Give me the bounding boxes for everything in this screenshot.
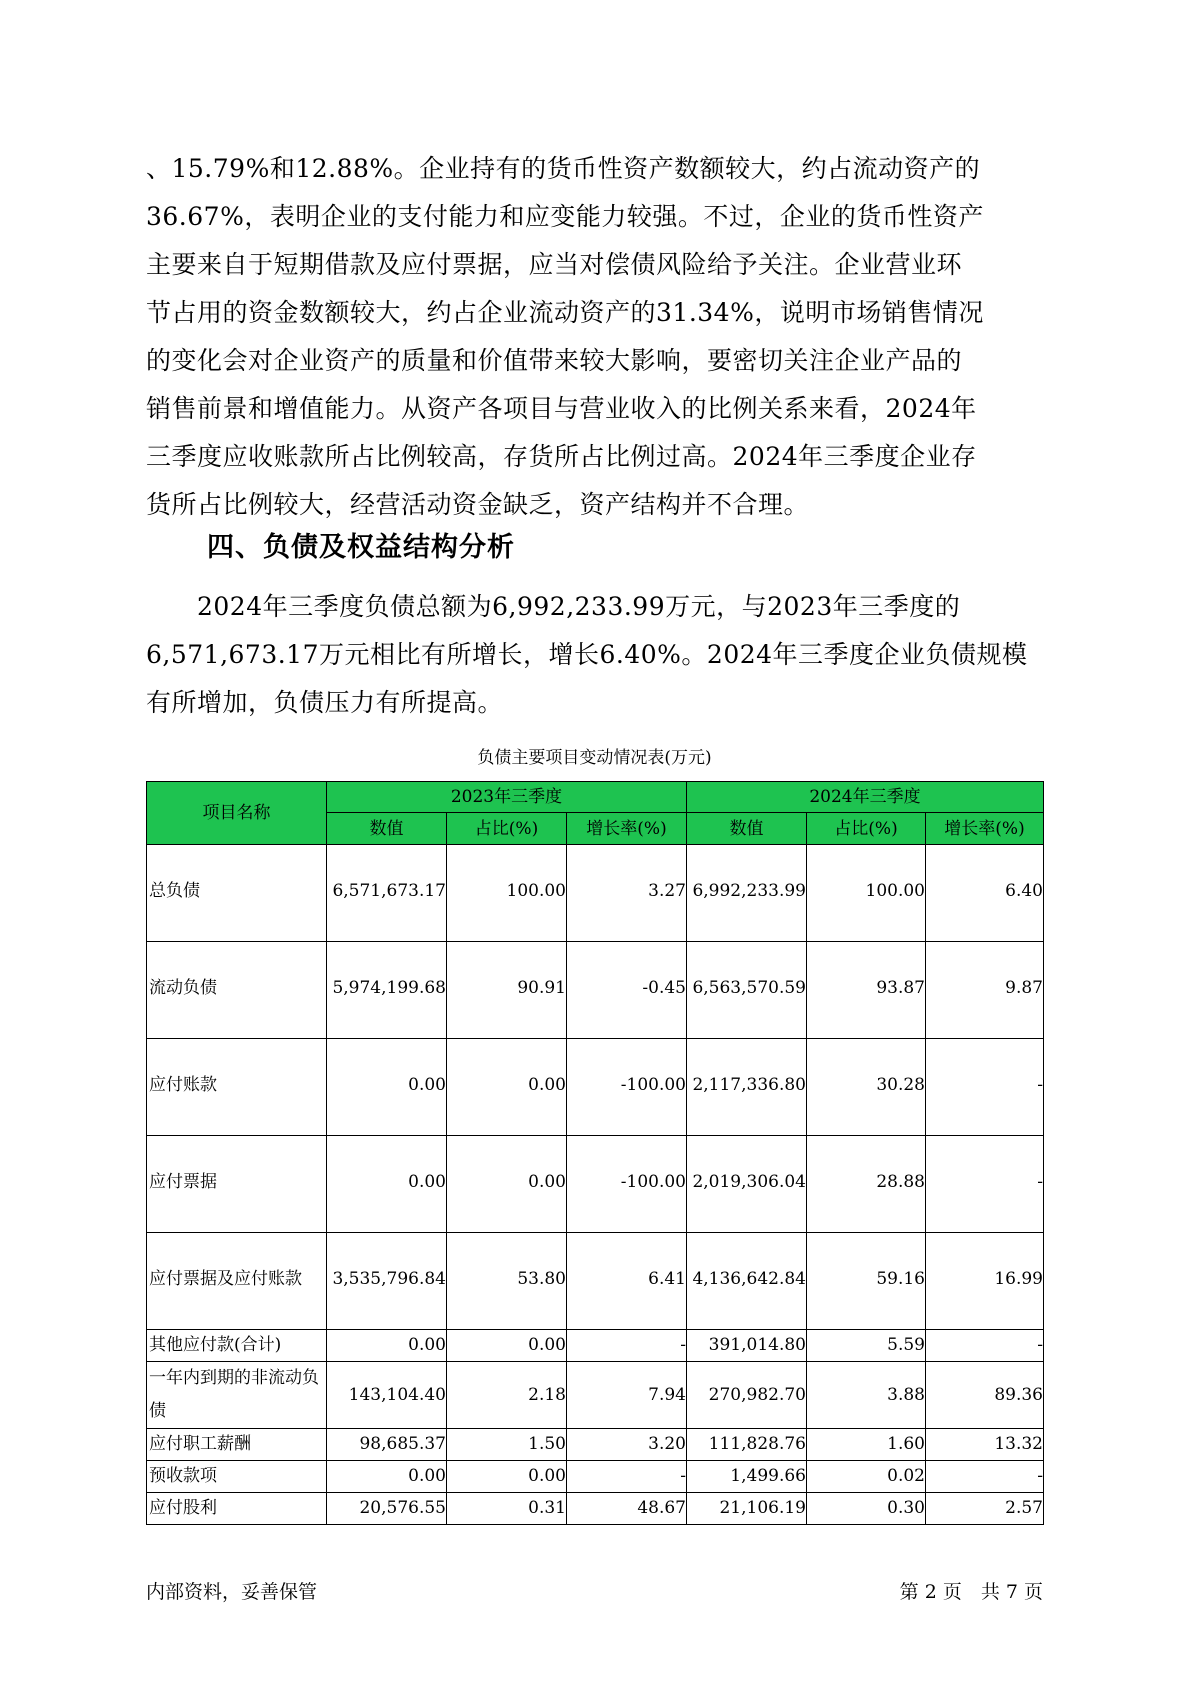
- growth-2023: 6.41: [567, 1233, 687, 1330]
- paragraph-line: 货所占比例较大，经营活动资金缺乏，资产结构并不合理。: [146, 490, 810, 519]
- value-2024: 391,014.80: [687, 1330, 807, 1362]
- analysis-paragraph: [146, 145, 1043, 529]
- growth-2023: 3.27: [567, 845, 687, 942]
- growth-2024: 13.32: [926, 1429, 1044, 1461]
- share-2023: 0.00: [447, 1330, 567, 1362]
- value-2024: 6,992,233.99: [687, 845, 807, 942]
- growth-2023: 48.67: [567, 1493, 687, 1525]
- value-header: 数值: [327, 813, 447, 845]
- table-row: [147, 1461, 1044, 1493]
- share-2024: 1.60: [807, 1429, 926, 1461]
- period-2023-header: 2023年三季度: [327, 782, 687, 813]
- growth-2024: 2.57: [926, 1493, 1044, 1525]
- table-row: [147, 1136, 1044, 1233]
- share-2024: 30.28: [807, 1039, 926, 1136]
- share-2024: 3.88: [807, 1362, 926, 1429]
- growth-2024: 9.87: [926, 942, 1044, 1039]
- table-row: [147, 1233, 1044, 1330]
- table-header-row: [147, 782, 1044, 813]
- paragraph-line: 6,571,673.17万元相比有所增长，增长6.40%。2024年三季度企业负债规模: [146, 640, 1028, 669]
- table-row: [147, 1493, 1044, 1525]
- share-2024: 59.16: [807, 1233, 926, 1330]
- growth-2023: 7.94: [567, 1362, 687, 1429]
- table-row: [147, 1039, 1044, 1136]
- share-2023: 2.18: [447, 1362, 567, 1429]
- growth-2023: -0.45: [567, 942, 687, 1039]
- share-2023: 90.91: [447, 942, 567, 1039]
- value-header: 数值: [687, 813, 807, 845]
- share-2023: 0.00: [447, 1039, 567, 1136]
- value-2024: 270,982.70: [687, 1362, 807, 1429]
- row-name: 应付账款: [147, 1039, 327, 1136]
- value-2023: 20,576.55: [327, 1493, 447, 1525]
- growth-2024: -: [926, 1330, 1044, 1362]
- value-2023: 6,571,673.17: [327, 845, 447, 942]
- value-2023: 0.00: [327, 1039, 447, 1136]
- share-2024: 5.59: [807, 1330, 926, 1362]
- table-row: [147, 1330, 1044, 1362]
- share-2023: 53.80: [447, 1233, 567, 1330]
- paragraph-line: 36.67%，表明企业的支付能力和应变能力较强。不过，企业的货币性资产: [146, 202, 984, 231]
- share-2023: 0.31: [447, 1493, 567, 1525]
- page-number: 第 2 页 共 7 页: [899, 1581, 1043, 1603]
- growth-2023: -: [567, 1330, 687, 1362]
- growth-2023: -100.00: [567, 1039, 687, 1136]
- value-2023: 143,104.40: [327, 1362, 447, 1429]
- share-2023: 0.00: [447, 1136, 567, 1233]
- share-2023: 1.50: [447, 1429, 567, 1461]
- period-2024-header: 2024年三季度: [687, 782, 1044, 813]
- value-2024: 111,828.76: [687, 1429, 807, 1461]
- share-2024: 100.00: [807, 845, 926, 942]
- value-2023: 0.00: [327, 1330, 447, 1362]
- value-2023: 5,974,199.68: [327, 942, 447, 1039]
- value-2023: 0.00: [327, 1461, 447, 1493]
- value-2023: 98,685.37: [327, 1429, 447, 1461]
- value-2024: 2,019,306.04: [687, 1136, 807, 1233]
- share-2023: 0.00: [447, 1461, 567, 1493]
- value-2024: 2,117,336.80: [687, 1039, 807, 1136]
- value-2024: 21,106.19: [687, 1493, 807, 1525]
- liability-table: [146, 781, 1044, 1525]
- row-name: 应付股利: [147, 1493, 327, 1525]
- paragraph-line: 节占用的资金数额较大，约占企业流动资产的31.34%，说明市场销售情况: [146, 298, 984, 327]
- share-2024: 0.30: [807, 1493, 926, 1525]
- value-2023: 0.00: [327, 1136, 447, 1233]
- footer-note: 内部资料，妥善保管: [146, 1581, 318, 1603]
- row-name: 应付职工薪酬: [147, 1429, 327, 1461]
- item-name-header: 项目名称: [147, 782, 327, 845]
- row-name: 流动负债: [147, 942, 327, 1039]
- growth-2023: -100.00: [567, 1136, 687, 1233]
- growth-2023: 3.20: [567, 1429, 687, 1461]
- value-2023: 3,535,796.84: [327, 1233, 447, 1330]
- growth-2024: 6.40: [926, 845, 1044, 942]
- growth-header: 增长率(%): [926, 813, 1044, 845]
- share-2024: 0.02: [807, 1461, 926, 1493]
- share-2024: 28.88: [807, 1136, 926, 1233]
- paragraph-line: 的变化会对企业资产的质量和价值带来较大影响，要密切关注企业产品的: [146, 346, 963, 375]
- row-name: 应付票据及应付账款: [147, 1233, 327, 1330]
- growth-2024: -: [926, 1136, 1044, 1233]
- liability-summary-paragraph: [146, 583, 1043, 727]
- table-row: [147, 845, 1044, 942]
- value-2024: 6,563,570.59: [687, 942, 807, 1039]
- paragraph-line: 主要来自于短期借款及应付票据，应当对偿债风险给予关注。企业营业环: [146, 250, 963, 279]
- share-header: 占比(%): [447, 813, 567, 845]
- paragraph-line: 有所增加，负债压力有所提高。: [146, 688, 504, 717]
- value-2024: 1,499.66: [687, 1461, 807, 1493]
- paragraph-line: 、15.79%和12.88%。企业持有的货币性资产数额较大，约占流动资产的: [146, 154, 981, 183]
- growth-2024: -: [926, 1039, 1044, 1136]
- row-name: 总负债: [147, 845, 327, 942]
- row-name: 应付票据: [147, 1136, 327, 1233]
- share-header: 占比(%): [807, 813, 926, 845]
- growth-2024: -: [926, 1461, 1044, 1493]
- growth-2024: 89.36: [926, 1362, 1044, 1429]
- growth-header: 增长率(%): [567, 813, 687, 845]
- table-row: [147, 1429, 1044, 1461]
- growth-2024: 16.99: [926, 1233, 1044, 1330]
- paragraph-line: 三季度应收账款所占比例较高，存货所占比例过高。2024年三季度企业存: [146, 442, 977, 471]
- table-row: [147, 942, 1044, 1039]
- share-2024: 93.87: [807, 942, 926, 1039]
- row-name: 预收款项: [147, 1461, 327, 1493]
- share-2023: 100.00: [447, 845, 567, 942]
- row-name: 其他应付款(合计): [147, 1330, 327, 1362]
- table-caption: 负债主要项目变动情况表(万元): [477, 748, 712, 768]
- row-name: 一年内到期的非流动负债: [147, 1362, 327, 1429]
- paragraph-line: 2024年三季度负债总额为6,992,233.99万元，与2023年三季度的: [146, 592, 961, 621]
- growth-2023: -: [567, 1461, 687, 1493]
- section-heading: 四、负债及权益结构分析: [207, 532, 515, 563]
- table-row: [147, 1362, 1044, 1429]
- value-2024: 4,136,642.84: [687, 1233, 807, 1330]
- paragraph-line: 销售前景和增值能力。从资产各项目与营业收入的比例关系来看，2024年: [146, 394, 977, 423]
